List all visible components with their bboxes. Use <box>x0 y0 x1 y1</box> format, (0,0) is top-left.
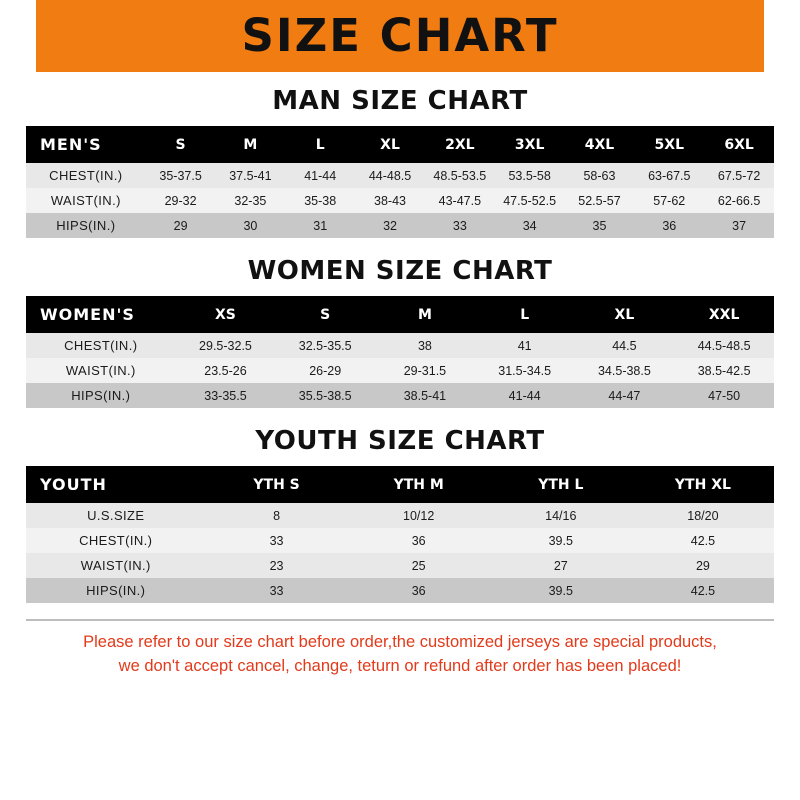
youth-waist-s: 23 <box>269 558 284 573</box>
men-hips-l: 31 <box>313 218 328 233</box>
women-header-label: WOMEN'S <box>26 296 176 333</box>
women-chest-label: CHEST(IN.) <box>64 338 138 353</box>
men-hips-s: 29 <box>173 218 188 233</box>
youth-hips-label: HIPS(IN.) <box>86 583 146 598</box>
men-header-6xl: 6XL <box>704 126 774 163</box>
youth-chest-xl: 42.5 <box>690 533 716 548</box>
table-header-row <box>26 296 774 333</box>
table-row <box>26 553 774 578</box>
men-waist-6xl: 62-66.5 <box>717 193 761 208</box>
men-waist-s: 29-32 <box>164 193 197 208</box>
women-hips-l: 41-44 <box>508 388 541 403</box>
women-waist-xl: 34.5-38.5 <box>597 363 651 378</box>
men-header-l: L <box>285 126 355 163</box>
women-hips-label: HIPS(IN.) <box>71 388 131 403</box>
header-banner <box>0 0 800 72</box>
youth-ussize-l: 14/16 <box>545 508 577 523</box>
men-waist-3xl: 47.5-52.5 <box>503 193 557 208</box>
men-header-4xl: 4XL <box>565 126 635 163</box>
men-chest-4xl: 58-63 <box>583 168 616 183</box>
women-hips-xs: 33-35.5 <box>204 388 247 403</box>
women-chest-xs: 29.5-32.5 <box>199 338 252 353</box>
men-header-2xl: 2XL <box>425 126 495 163</box>
men-chest-s: 35-37.5 <box>159 168 202 183</box>
women-waist-xs: 23.5-26 <box>204 363 247 378</box>
men-header-xl: XL <box>355 126 425 163</box>
women-header-m: M <box>375 296 475 333</box>
table-row <box>26 163 774 188</box>
banner-stripe-right <box>764 0 800 72</box>
women-waist-xxl: 38.5-42.5 <box>697 363 751 378</box>
men-hips-5xl: 36 <box>662 218 677 233</box>
men-waist-label: WAIST(IN.) <box>50 193 121 208</box>
youth-section-title: YOUTH SIZE CHART <box>255 426 545 456</box>
table-row <box>26 188 774 213</box>
youth-waist-l: 27 <box>553 558 568 573</box>
youth-hips-s: 33 <box>269 583 284 598</box>
women-waist-l: 31.5-34.5 <box>498 363 552 378</box>
youth-size-table <box>26 466 774 603</box>
youth-waist-label: WAIST(IN.) <box>80 558 151 573</box>
women-chest-m: 38 <box>417 338 432 353</box>
men-waist-5xl: 57-62 <box>653 193 686 208</box>
women-size-table <box>26 296 774 408</box>
banner-stripe-left <box>0 0 36 72</box>
content-area <box>0 86 800 679</box>
men-hips-xl: 32 <box>383 218 397 233</box>
men-size-table <box>26 126 774 238</box>
women-chest-xxl: 44.5-48.5 <box>697 338 751 353</box>
men-chest-m: 37.5-41 <box>229 168 272 183</box>
youth-header-l: YTH L <box>490 466 632 503</box>
men-waist-2xl: 43-47.5 <box>438 193 482 208</box>
women-waist-m: 29-31.5 <box>403 363 447 378</box>
men-hips-6xl: 37 <box>732 218 747 233</box>
men-chest-6xl: 67.5-72 <box>717 168 761 183</box>
women-hips-xxl: 47-50 <box>708 388 741 403</box>
youth-header-m: YTH M <box>348 466 490 503</box>
youth-chest-s: 33 <box>269 533 284 548</box>
table-header-row <box>26 466 774 503</box>
men-waist-4xl: 52.5-57 <box>578 193 621 208</box>
men-waist-l: 35-38 <box>304 193 337 208</box>
youth-chest-label: CHEST(IN.) <box>79 533 153 548</box>
men-section-title: MAN SIZE CHART <box>272 86 528 116</box>
men-chest-2xl: 48.5-53.5 <box>433 168 487 183</box>
men-hips-3xl: 34 <box>522 218 537 233</box>
women-header-xl: XL <box>575 296 675 333</box>
women-chest-l: 41 <box>517 338 532 353</box>
youth-hips-xl: 42.5 <box>690 583 716 598</box>
table-row <box>26 528 774 553</box>
men-header-5xl: 5XL <box>634 126 704 163</box>
youth-header-label: YOUTH <box>26 466 206 503</box>
footer-line-1: Please refer to our size chart before order,the customized jerseys are special products, <box>83 633 717 651</box>
men-hips-m: 30 <box>243 218 258 233</box>
men-waist-m: 32-35 <box>234 193 267 208</box>
youth-chest-l: 39.5 <box>548 533 573 548</box>
men-header-m: M <box>215 126 285 163</box>
women-hips-m: 38.5-41 <box>403 388 447 403</box>
women-hips-xl: 44-47 <box>608 388 641 403</box>
table-row <box>26 213 774 238</box>
youth-waist-xl: 29 <box>695 558 710 573</box>
youth-ussize-s: 8 <box>273 508 281 523</box>
men-waist-xl: 38-43 <box>374 193 406 208</box>
women-hips-s: 35.5-38.5 <box>298 388 352 403</box>
men-header-label: MEN'S <box>26 126 146 163</box>
table-row <box>26 358 774 383</box>
men-hips-2xl: 33 <box>452 218 467 233</box>
footer-disclaimer <box>26 619 774 679</box>
table-row <box>26 333 774 358</box>
youth-chest-m: 36 <box>411 533 426 548</box>
men-header-3xl: 3XL <box>495 126 565 163</box>
men-chest-xl: 44-48.5 <box>368 168 412 183</box>
youth-header-xl: YTH XL <box>632 466 774 503</box>
banner-inner <box>0 0 800 72</box>
men-chest-l: 41-44 <box>304 168 337 183</box>
table-row <box>26 383 774 408</box>
men-header-s: S <box>146 126 216 163</box>
men-chest-3xl: 53.5-58 <box>508 168 551 183</box>
men-chest-label: CHEST(IN.) <box>49 168 123 183</box>
youth-ussize-xl: 18/20 <box>687 508 719 523</box>
youth-waist-m: 25 <box>411 558 426 573</box>
youth-hips-m: 36 <box>411 583 426 598</box>
men-hips-4xl: 35 <box>592 218 607 233</box>
table-row <box>26 503 774 528</box>
men-hips-label: HIPS(IN.) <box>56 218 116 233</box>
youth-header-s: YTH S <box>206 466 348 503</box>
youth-ussize-label: U.S.SIZE <box>87 508 145 523</box>
table-row <box>26 578 774 603</box>
women-header-xs: XS <box>176 296 276 333</box>
women-chest-s: 32.5-35.5 <box>298 338 352 353</box>
women-header-s: S <box>275 296 375 333</box>
women-waist-s: 26-29 <box>309 363 342 378</box>
women-section-title: WOMEN SIZE CHART <box>247 256 553 286</box>
table-header-row <box>26 126 774 163</box>
women-waist-label: WAIST(IN.) <box>65 363 136 378</box>
women-header-xxl: XXL <box>674 296 774 333</box>
men-chest-5xl: 63-67.5 <box>648 168 691 183</box>
women-chest-xl: 44.5 <box>612 338 637 353</box>
footer-line-2: we don't accept cancel, change, teturn or refund after order has been placed! <box>118 656 682 675</box>
women-header-l: L <box>475 296 575 333</box>
youth-ussize-m: 10/12 <box>403 508 435 523</box>
youth-hips-l: 39.5 <box>548 583 573 598</box>
page-title: SIZE CHART <box>241 9 559 62</box>
